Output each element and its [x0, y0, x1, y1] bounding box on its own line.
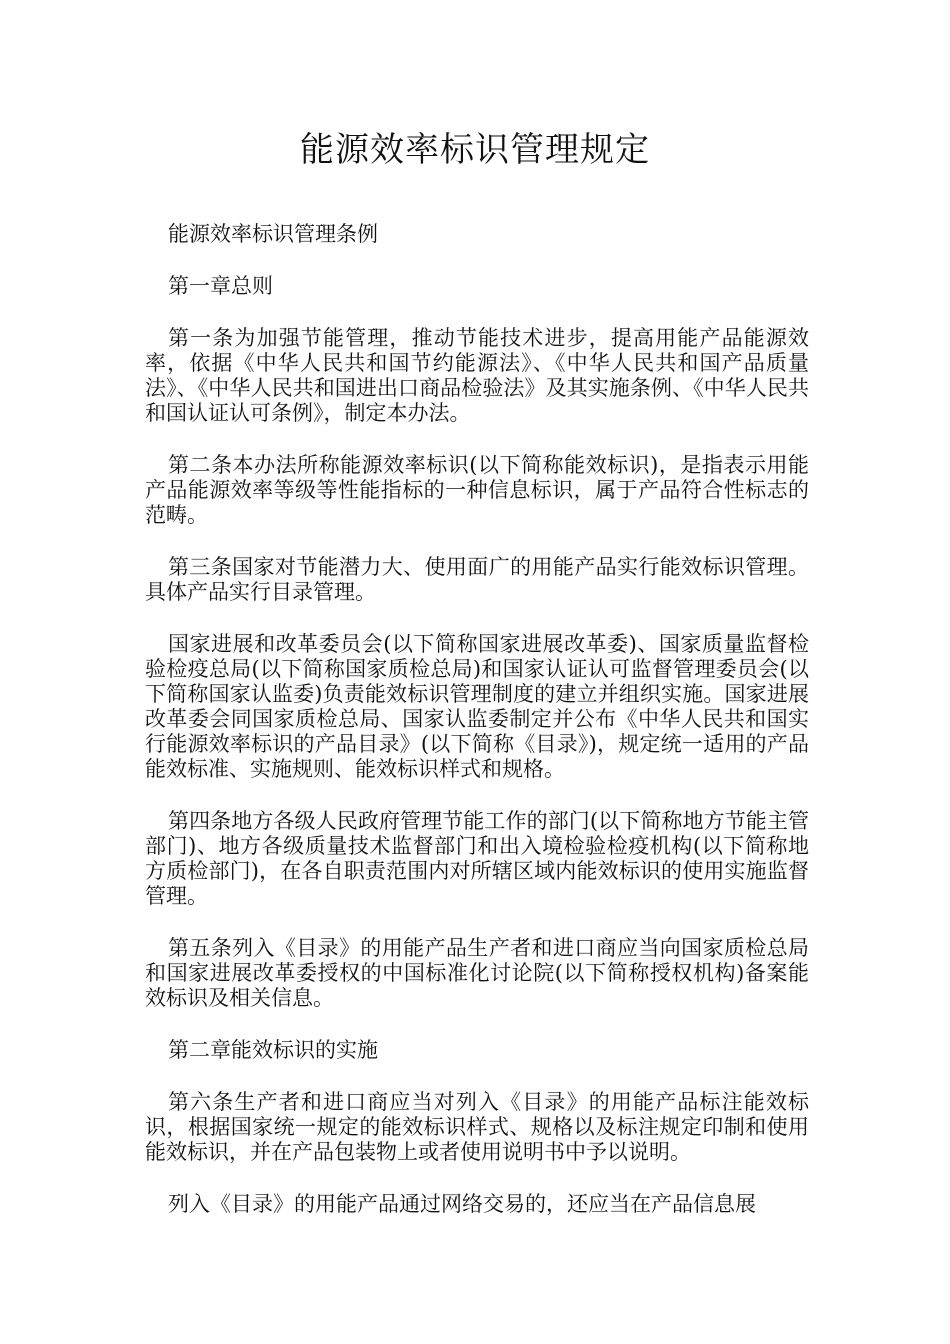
article-6-continued: 列入《目录》的用能产品通过网络交易的，还应当在产品信息展	[168, 1192, 756, 1216]
article-3-continued: 国家进展和改革委员会(以下简称国家进展改革委)、国家质量监督检验检疫总局(以下简称国家质检总局)和国家认证认可监督管理委员会(以下简称国家认监委)负责能效标识管理制度的建立并组织实施。国家进展改革委会同国家质检总局、国家认监委制定并公布《中华人民共和国实行能源效率标识的产品目录》(以下简称《目录》)，规定统一适用的产品能效标准、实施规则、能效标识样式和规格。	[145, 632, 809, 781]
document-title: 能源效率标识管理规定	[300, 130, 650, 170]
article-2: 第二条本办法所称能源效率标识(以下简称能效标识)，是指表示用能产品能源效率等级等性能指标的一种信息标识，属于产品符合性标志的范畴。	[145, 453, 809, 527]
article-6: 第六条生产者和进口商应当对列入《目录》的用能产品标注能效标识，根据国家统一规定的能效标识样式、规格以及标注规定印制和使用能效标识，并在产品包装物上或者使用说明书中予以说明。	[145, 1090, 809, 1164]
paragraph-regulation-name: 能源效率标识管理条例	[168, 222, 378, 246]
article-4: 第四条地方各级人民政府管理节能工作的部门(以下简称地方节能主管部门)、地方各级质量技术监督部门和出入境检验检疫机构(以下简称地方质检部门)，在各自职责范围内对所辖区域内能效标识的使用实施监督管理。	[145, 809, 809, 908]
chapter-heading-implementation: 第二章能效标识的实施	[168, 1038, 378, 1062]
chapter-heading-general: 第一章总则	[168, 274, 273, 298]
article-1: 第一条为加强节能管理，推动节能技术进步，提高用能产品能源效率，依据《中华人民共和国节约能源法》、《中华人民共和国产品质量法》、《中华人民共和国进出口商品检验法》及其实施条例、《中华人民共和国认证认可条例》，制定本办法。	[145, 326, 809, 425]
document-body	[145, 222, 809, 1244]
article-3: 第三条国家对节能潜力大、使用面广的用能产品实行能效标识管理。具体产品实行目录管理。	[145, 555, 809, 604]
article-5: 第五条列入《目录》的用能产品生产者和进口商应当向国家质检总局和国家进展改革委授权的中国标准化讨论院(以下简称授权机构)备案能效标识及相关信息。	[145, 936, 809, 1010]
